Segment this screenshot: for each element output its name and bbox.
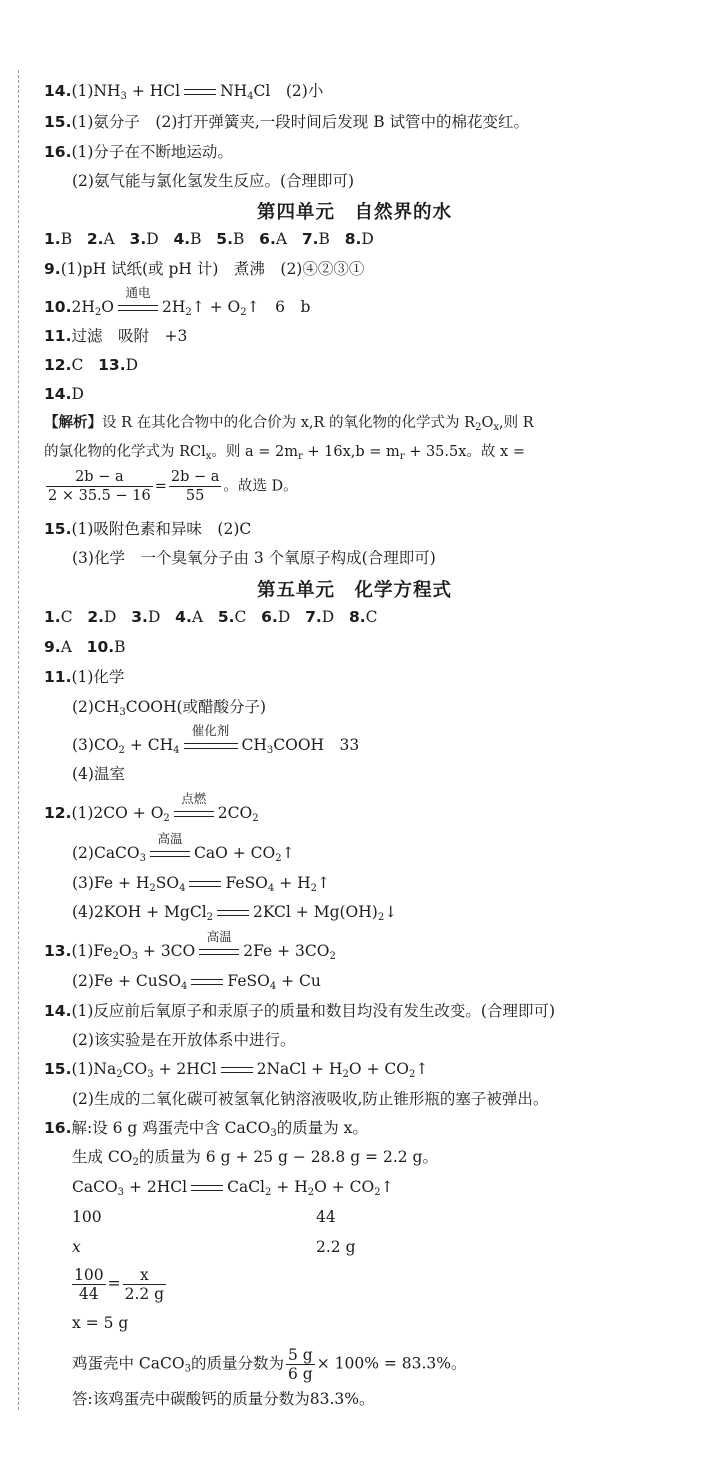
u4-analysis-fraction: $\frac{2b - a}{2 \times 35.5 - 16}$ = $\frac{2b - a}{55}$ 。故选 D。 <box>48 469 298 504</box>
u4-analysis-line1: 【解析】设 R 在其化合物中的化合价为 x,R 的氧化物的化学式为 $R_2O_x$,则 R <box>44 415 534 433</box>
u4-q11: 11.过滤 吸附 +3 <box>44 327 188 345</box>
reaction-condition-arrow: 点燃 <box>174 811 214 817</box>
u5-q16-var-x: x <box>72 1238 81 1256</box>
u5-q12: $12.(1)2CO + O_2$ 点燃 $2CO_2$ <box>44 791 259 824</box>
u5-q16-mass-44: 44 <box>316 1208 336 1226</box>
u5-q12-line3: $(3)Fe + H_2SO_4$ FeSO$_4$ + $H_2↑$ <box>72 874 330 894</box>
u5-q16-var-22: 2.2 g <box>316 1238 356 1256</box>
unit5-mc-row: 1.C 2.D 3.D 4.A 5.C 6.D 7.D 8.C <box>44 608 378 626</box>
u5-q12-line4: (4)2KOH + MgCl$_2$ $2KCl + Mg(OH)_2↓$ <box>72 903 398 923</box>
u4-q14: 14.D <box>44 385 84 403</box>
u5-q16-mass-100: 100 <box>72 1208 102 1226</box>
u5-q14-line2: (2)该实验是在开放体系中进行。 <box>72 1031 296 1049</box>
reaction-condition-arrow: 催化剂 <box>184 743 238 749</box>
u5-q16-answer: 答:该鸡蛋壳中碳酸钙的质量分数为83.3%。 <box>72 1390 375 1408</box>
equals-sign <box>189 881 221 887</box>
u5-q16-percent: 鸡蛋壳中 CaCO$_3$的质量分数为 $\frac{5 g}{6 g}$ × 100% = 83.3%。 <box>72 1346 467 1383</box>
binding-cut-line <box>18 70 19 1410</box>
reaction-condition-arrow: 高温 <box>150 851 190 857</box>
u5-q16-result: x = 5 g <box>72 1314 129 1332</box>
q16-answer: 16.(1)分子在不断地运动。 <box>44 143 233 161</box>
u5-q15-line2: (2)生成的二氧化碳可被氢氧化钠溶液吸收,防止锥形瓶的塞子被弹出。 <box>72 1090 549 1108</box>
q15-answer: 15.(1)氨分子 (2)打开弹簧夹,一段时间后发现 B 试管中的棉花变红。 <box>44 113 530 131</box>
u5-q9-10: 9.A 10.B <box>44 638 126 656</box>
reaction-condition-arrow: 高温 <box>199 949 239 955</box>
unit4-mc-row: 1.B 2.A 3.D 4.B 5.B 6.A 7.B 8.D <box>44 230 374 248</box>
u5-q11-line3: $(3)CO_2 + CH_4$ 催化剂 $CH_3COOH$ 33 <box>72 723 360 756</box>
reaction-condition-arrow: 通电 <box>118 305 158 311</box>
q14-answer: $14.(1)NH_3$ + HCl $NH_4Cl$ (2)小 <box>44 82 324 102</box>
u5-q16-equation: CaCO$_3$ + 2HCl CaCl$_2$ + $H_2O$ + $CO_2↑$ <box>72 1178 394 1198</box>
u4-q15: 15.(1)吸附色素和异味 (2)C <box>44 520 252 538</box>
u5-q16-line2: 生成 $CO_2$的质量为 6 g + 25 g − 28.8 g = 2.2 g。 <box>72 1148 438 1168</box>
u5-q16-ratio: $\frac{100}{44}$ = $\frac{x}{2.2 g}$ <box>74 1266 165 1303</box>
u5-q14: 14.(1)反应前后氧原子和汞原子的质量和数目均没有发生改变。(合理即可) <box>44 1002 556 1020</box>
u4-analysis-line2: 的氯化物的化学式为 RCl$_x$。则 $a = 2m_r + 16x,b = m_r + 35.5x$。故 x = <box>44 444 525 462</box>
u5-q11: 11.(1)化学 <box>44 668 125 686</box>
u5-q11-line2: $(2)CH_3COOH$(或醋酸分子) <box>72 698 267 718</box>
equals-sign <box>217 910 249 916</box>
unit4-title: 第四单元 自然界的水 <box>256 202 452 223</box>
u4-q10: $10.2H_2O$ 通电 $2H_2↑$ + $O_2↑$ 6 b <box>44 285 311 318</box>
u5-q13-line2: (2)Fe + CuSO$_4$ FeSO$_4$ + Cu <box>72 972 321 992</box>
u5-q13: $13.(1)Fe_2O_3 + 3CO$ 高温 $2Fe + 3CO_2$ <box>44 929 336 962</box>
equals-sign <box>184 89 216 95</box>
u4-q12-13: 12.C 13.D <box>44 356 139 374</box>
u5-q12-line2: (2)CaCO$_3$ 高温 CaO + $CO_2↑$ <box>72 831 295 864</box>
u5-q11-line4: (4)温室 <box>72 765 125 783</box>
u5-q15: $15.(1)Na_2CO_3 + 2HCl$ 2NaCl + $H_2O$ + $CO_2↑$ <box>44 1060 429 1080</box>
equals-sign <box>191 979 223 985</box>
unit5-title: 第五单元 化学方程式 <box>256 580 452 601</box>
equals-sign <box>221 1067 253 1073</box>
u4-q9: 9.(1)pH 试纸(或 pH 计) 煮沸 (2)④②③① <box>44 260 365 278</box>
q16-answer-line2: (2)氨气能与氯化氢发生反应。(合理即可) <box>72 172 355 190</box>
u5-q16: 16.解:设 6 g 鸡蛋壳中含 CaCO$_3$的质量为 x。 <box>44 1119 368 1139</box>
u4-q15-line2: (3)化学 一个臭氧分子由 3 个氧原子构成(合理即可) <box>72 549 436 567</box>
equals-sign <box>191 1185 223 1191</box>
